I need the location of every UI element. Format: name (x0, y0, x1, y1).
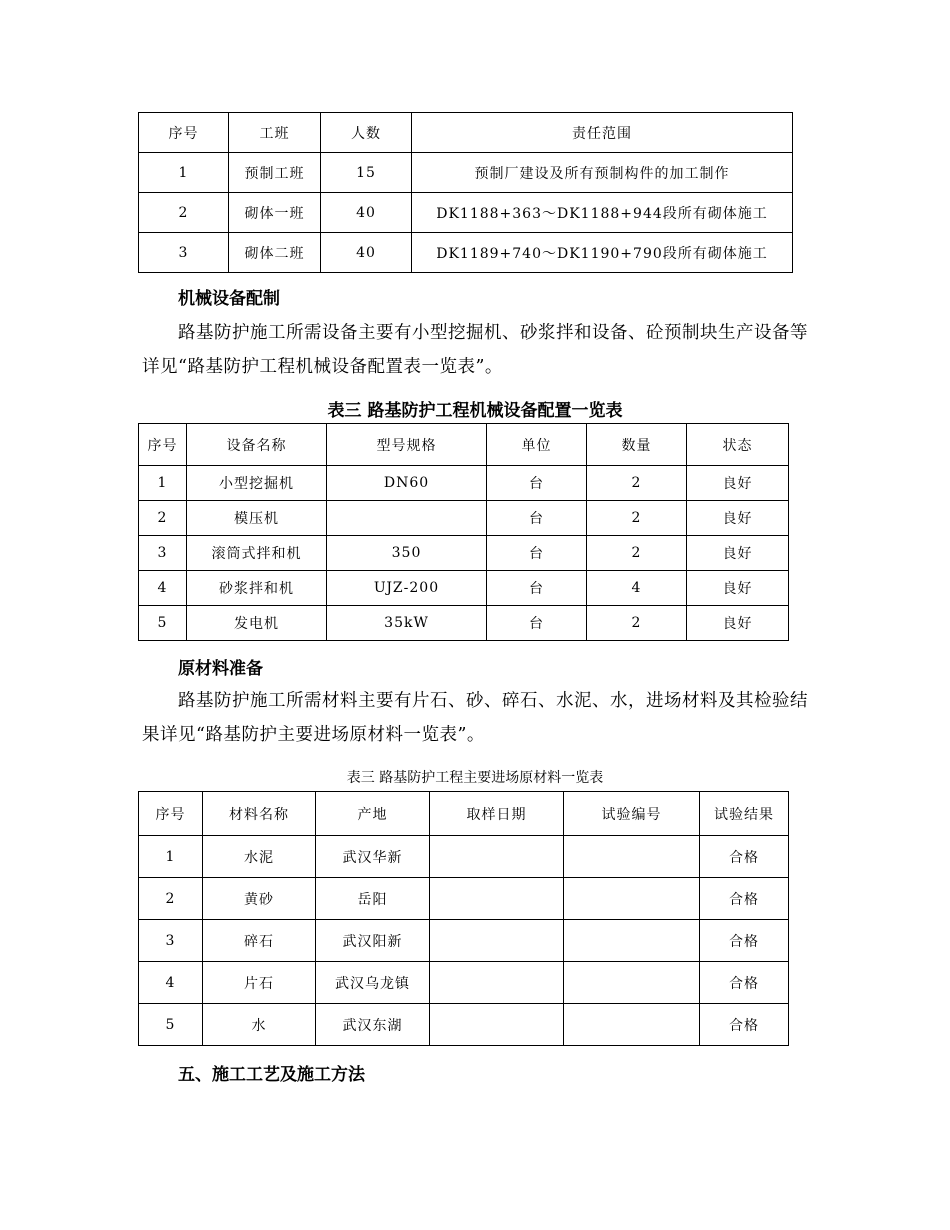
table-cell: 发电机 (187, 606, 327, 641)
table-cell (430, 878, 564, 920)
table-cell: 4 (587, 571, 687, 606)
table-cell: 武汉阳新 (316, 920, 430, 962)
table-row (139, 193, 793, 233)
table-cell: 40 (321, 193, 412, 233)
table-cell: 2 (587, 466, 687, 501)
table-cell: DN60 (327, 466, 487, 501)
table-cell: 1 (139, 836, 203, 878)
table-cell (430, 962, 564, 1004)
table-cell: 40 (321, 233, 412, 273)
table-cell: 合格 (700, 836, 789, 878)
table-cell: 砂浆拌和机 (187, 571, 327, 606)
table-cell: 1 (139, 153, 229, 193)
table-cell: 2 (587, 501, 687, 536)
table-row (139, 962, 789, 1004)
table-header-cell: 型号规格 (327, 424, 487, 466)
table-cell: 15 (321, 153, 412, 193)
table-cell (564, 1004, 700, 1046)
table-cell (430, 920, 564, 962)
table-header-cell: 序号 (139, 424, 187, 466)
table-header-cell: 单位 (487, 424, 587, 466)
table-cell: 黄砂 (203, 878, 316, 920)
table-cell (430, 836, 564, 878)
team-table (138, 112, 793, 273)
table-row (139, 233, 793, 273)
equipment-heading: 机械设备配制 (178, 289, 280, 309)
table-cell: 砌体二班 (229, 233, 321, 273)
table-header-row (139, 113, 793, 153)
table-header-cell: 状态 (687, 424, 789, 466)
equipment-paragraph: 路基防护施工所需设备主要有小型挖掘机、砂浆拌和设备、砼预制块生产设备等详见“路基防护工程机械设备配置表一览表”。 (142, 323, 808, 377)
table-header-cell: 试验结果 (700, 792, 789, 836)
table-row (139, 1004, 789, 1046)
table-cell: 片石 (203, 962, 316, 1004)
table-cell: 1 (139, 466, 187, 501)
equipment-table-body (139, 424, 789, 641)
table-cell: 良好 (687, 501, 789, 536)
table-row (139, 501, 789, 536)
table-header-cell: 材料名称 (203, 792, 316, 836)
table-cell: 合格 (700, 1004, 789, 1046)
table-cell (564, 836, 700, 878)
table-cell: 5 (139, 606, 187, 641)
table-cell: 武汉东湖 (316, 1004, 430, 1046)
table-cell: 4 (139, 962, 203, 1004)
table-row (139, 606, 789, 641)
table-cell: 小型挖掘机 (187, 466, 327, 501)
table-cell: 岳阳 (316, 878, 430, 920)
materials-paragraph: 路基防护施工所需材料主要有片石、砂、碎石、水泥、水，进场材料及其检验结果详见“路基防护主要进场原材料一览表”。 (142, 691, 808, 745)
table-row (139, 536, 789, 571)
table-cell (564, 962, 700, 1004)
table-cell: 水 (203, 1004, 316, 1046)
table-cell: 2 (139, 193, 229, 233)
table-row (139, 920, 789, 962)
table-row (139, 836, 789, 878)
table-header-cell: 序号 (139, 113, 229, 153)
table-cell: 合格 (700, 878, 789, 920)
table-cell: 3 (139, 920, 203, 962)
table-header-cell: 工班 (229, 113, 321, 153)
table-cell (430, 1004, 564, 1046)
table-header-cell: 取样日期 (430, 792, 564, 836)
table-cell: 3 (139, 233, 229, 273)
table-cell: 良好 (687, 466, 789, 501)
table-cell: 良好 (687, 536, 789, 571)
table-header-row (139, 424, 789, 466)
table-header-cell: 设备名称 (187, 424, 327, 466)
table-cell: 2 (587, 606, 687, 641)
table-cell: 碎石 (203, 920, 316, 962)
table-cell: 台 (487, 536, 587, 571)
table-header-cell: 人数 (321, 113, 412, 153)
table-row (139, 466, 789, 501)
table-cell: 台 (487, 571, 587, 606)
table-cell: 台 (487, 606, 587, 641)
equipment-table (138, 423, 789, 641)
table-cell: 2 (139, 501, 187, 536)
table-cell: 2 (587, 536, 687, 571)
table-header-cell: 数量 (587, 424, 687, 466)
table-cell: 良好 (687, 606, 789, 641)
table-cell: 台 (487, 501, 587, 536)
table-cell: 预制工班 (229, 153, 321, 193)
table-cell: 滚筒式拌和机 (187, 536, 327, 571)
table-cell (564, 878, 700, 920)
table-header-row (139, 792, 789, 836)
table-cell: UJZ-200 (327, 571, 487, 606)
table-cell: 良好 (687, 571, 789, 606)
table-row (139, 878, 789, 920)
table-header-cell: 产地 (316, 792, 430, 836)
materials-table (138, 791, 789, 1046)
equipment-table-caption: 表三 路基防护工程机械设备配置一览表 (327, 401, 623, 421)
table-cell (564, 920, 700, 962)
section-five-heading: 五、施工工艺及施工方法 (178, 1065, 365, 1085)
table-header-cell: 序号 (139, 792, 203, 836)
table-cell: 2 (139, 878, 203, 920)
materials-table-caption: 表三 路基防护工程主要进场原材料一览表 (346, 770, 604, 786)
table-cell: 武汉乌龙镇 (316, 962, 430, 1004)
table-cell: 35kW (327, 606, 487, 641)
table-cell: 350 (327, 536, 487, 571)
table-cell (327, 501, 487, 536)
materials-table-body (139, 792, 789, 1046)
table-cell: 预制厂建设及所有预制构件的加工制作 (412, 153, 793, 193)
table-cell: 模压机 (187, 501, 327, 536)
table-cell: 砌体一班 (229, 193, 321, 233)
materials-heading: 原材料准备 (178, 659, 263, 679)
table-header-cell: 责任范围 (412, 113, 793, 153)
team-table-body (139, 113, 793, 273)
table-header-cell: 试验编号 (564, 792, 700, 836)
table-cell: 武汉华新 (316, 836, 430, 878)
table-cell: DK1189+740～DK1190+790段所有砌体施工 (412, 233, 793, 273)
table-cell: 4 (139, 571, 187, 606)
table-cell: 合格 (700, 962, 789, 1004)
table-cell: 合格 (700, 920, 789, 962)
table-cell: 台 (487, 466, 587, 501)
table-cell: 5 (139, 1004, 203, 1046)
table-cell: DK1188+363～DK1188+944段所有砌体施工 (412, 193, 793, 233)
table-row (139, 571, 789, 606)
table-row (139, 153, 793, 193)
table-cell: 3 (139, 536, 187, 571)
table-cell: 水泥 (203, 836, 316, 878)
